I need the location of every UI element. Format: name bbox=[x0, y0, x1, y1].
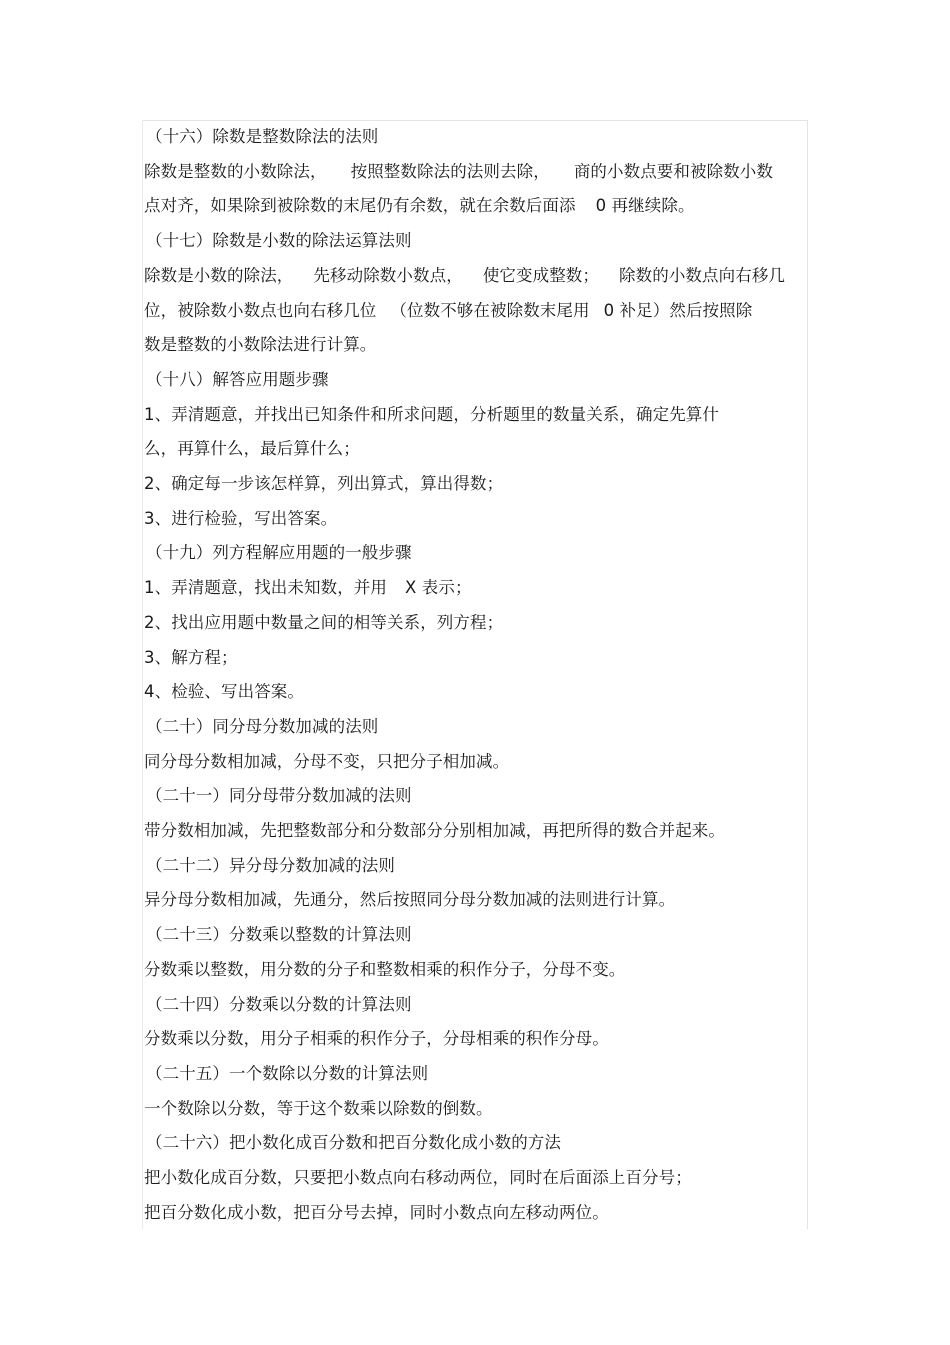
paragraph-line bbox=[144, 745, 808, 780]
paragraph-line bbox=[144, 675, 808, 710]
text-segment: 3、进行检验，写出答案。 bbox=[144, 508, 338, 528]
text-segment: 带分数相加减，先把整数部分和分数部分分别相加减，再把所得的数合并起来。 bbox=[144, 821, 725, 841]
text-segment: 同分母分数相加减，分母不变，只把分子相加减。 bbox=[144, 751, 510, 771]
section-heading: （二十二）异分母分数加减的法则 bbox=[146, 855, 395, 875]
text-segment: 么，再算什么，最后算什么； bbox=[144, 439, 360, 459]
text-segment: 把小数化成百分数，只要把小数点向右移动两位，同时在后面添上百分号； bbox=[144, 1168, 692, 1188]
text-segment: 除数是整数的小数除法， bbox=[144, 161, 327, 181]
section-heading: （二十四）分数乘以分数的计算法则 bbox=[146, 994, 412, 1014]
paragraph-line bbox=[144, 1161, 808, 1196]
paragraph-line bbox=[144, 467, 808, 502]
text-segment: 4、检验、写出答案。 bbox=[144, 682, 304, 702]
paragraph-line bbox=[144, 259, 808, 294]
section-heading: （二十三）分数乘以整数的计算法则 bbox=[146, 925, 412, 945]
paragraph-line bbox=[144, 606, 808, 641]
section-heading: （十七）除数是小数的除法运算法则 bbox=[146, 231, 412, 251]
paragraph-line bbox=[144, 953, 808, 988]
text-segment: 除数是小数的除法， bbox=[144, 265, 294, 285]
text-segment: 使它变成整数； bbox=[482, 265, 600, 285]
text-segment: 点对齐，如果除到被除数的末尾仍有余数，就在余数后面添 bbox=[144, 196, 576, 216]
paragraph-line bbox=[144, 1196, 808, 1231]
text-segment: 数是整数的小数除法进行计算。 bbox=[144, 335, 377, 355]
text-segment: 先移动除数小数点， bbox=[313, 265, 463, 285]
paragraph-line bbox=[144, 1022, 808, 1057]
section-heading: （二十）同分母分数加减的法则 bbox=[146, 716, 379, 736]
paragraph-line bbox=[144, 1092, 808, 1127]
text-segment: 0 补足）然后按照除 bbox=[603, 300, 753, 320]
text-segment: 除数的小数点向右移几 bbox=[619, 265, 786, 285]
text-segment: 异分母分数相加减，先通分，然后按照同分母分数加减的法则进行计算。 bbox=[144, 890, 676, 910]
text-segment: 把百分数化成小数，把百分号去掉，同时小数点向左移动两位。 bbox=[144, 1202, 609, 1222]
text-segment: （位数不够在被除数末尾用 bbox=[390, 300, 590, 320]
section-heading: （二十五）一个数除以分数的计算法则 bbox=[146, 1063, 429, 1083]
text-segment: 1、弄清题意，找出未知数，并用 bbox=[144, 578, 387, 598]
text-segment: 商的小数点要和被除数小数 bbox=[573, 161, 774, 181]
text-segment: 分数乘以整数，用分数的分子和整数相乘的积作分子，分母不变。 bbox=[144, 959, 626, 979]
text-segment: 2、找出应用题中数量之间的相等关系，列方程； bbox=[144, 612, 504, 632]
paragraph-line bbox=[144, 328, 808, 363]
text-segment: 1、弄清题意，并找出已知条件和所求问题，分析题里的数量关系，确定先算什 bbox=[144, 404, 719, 424]
document-body bbox=[144, 120, 808, 1231]
paragraph-line bbox=[144, 571, 808, 606]
text-segment: 3、解方程； bbox=[144, 647, 238, 667]
section-heading: （二十一）同分母带分数加减的法则 bbox=[146, 786, 412, 806]
paragraph-line bbox=[144, 502, 808, 537]
text-segment: 0 再继续除。 bbox=[595, 196, 695, 216]
paragraph-line bbox=[144, 814, 808, 849]
text-segment: 一个数除以分数，等于这个数乘以除数的倒数。 bbox=[144, 1098, 493, 1118]
section-heading: （二十六）把小数化成百分数和把百分数化成小数的方法 bbox=[146, 1133, 561, 1153]
paragraph-line bbox=[144, 432, 808, 467]
paragraph-line bbox=[144, 883, 808, 918]
paragraph-line bbox=[144, 155, 808, 190]
text-segment: 位，被除数小数点也向右移几位 bbox=[144, 300, 377, 320]
paragraph-line bbox=[144, 641, 808, 676]
text-segment: 按照整数除法的法则去除， bbox=[350, 161, 550, 181]
section-heading: （十八）解答应用题步骤 bbox=[146, 369, 329, 389]
section-heading: （十六）除数是整数除法的法则 bbox=[146, 127, 379, 146]
section-heading: （十九）列方程解应用题的一般步骤 bbox=[146, 543, 412, 563]
paragraph-line bbox=[144, 189, 808, 224]
text-segment: X 表示； bbox=[405, 578, 472, 598]
text-segment: 分数乘以分数，用分子相乘的积作分子，分母相乘的积作分母。 bbox=[144, 1029, 609, 1049]
text-segment: 2、确定每一步该怎样算，列出算式，算出得数； bbox=[144, 474, 504, 494]
paragraph-line bbox=[144, 294, 808, 329]
paragraph-line bbox=[144, 398, 808, 433]
